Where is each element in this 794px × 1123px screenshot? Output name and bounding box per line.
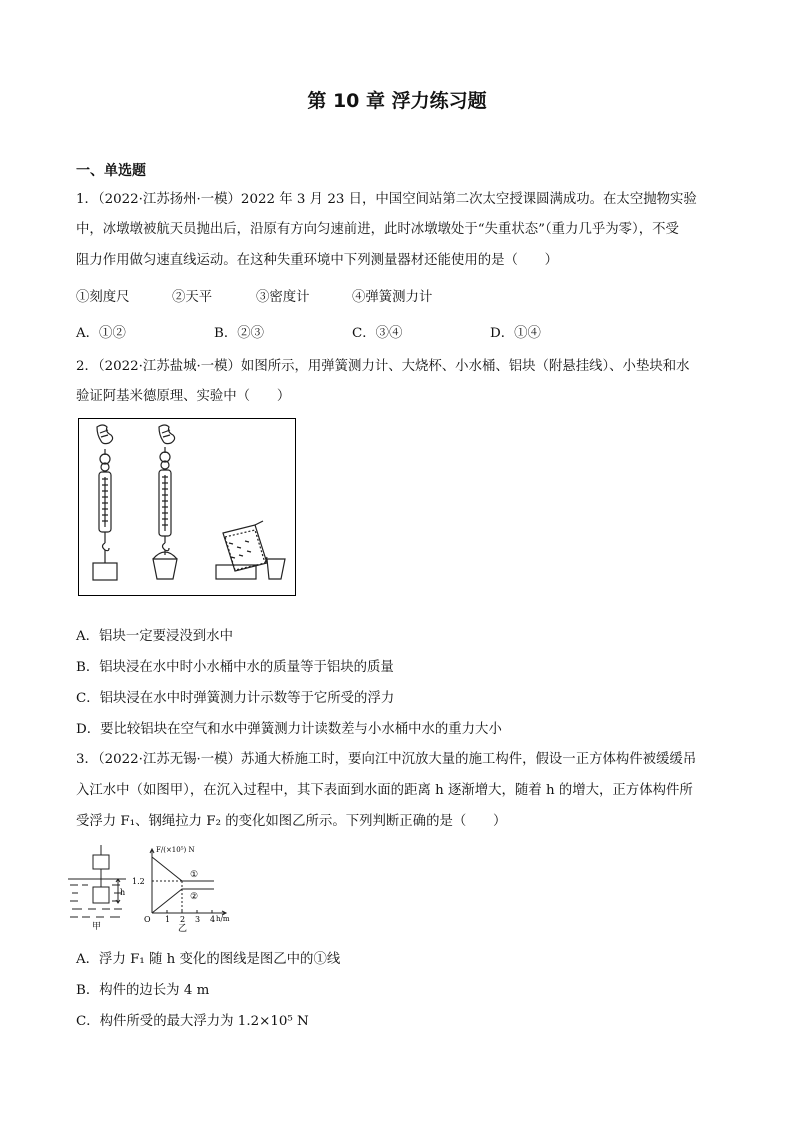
q3-line-3: 受浮力 F₁、钢绳拉力 F₂ 的变化如图乙所示。下列判断正确的是（ ） xyxy=(76,814,507,829)
x-tick-1: 1 xyxy=(165,915,171,924)
q3-option-a[interactable]: A．浮力 F₁ 随 h 变化的图线是图乙中的①线 xyxy=(76,952,341,967)
q1-item-4: ④弹簧测力计 xyxy=(352,290,433,305)
page-title: 第 10 章 浮力练习题 xyxy=(307,90,487,112)
q1-item-3: ③密度计 xyxy=(256,290,310,305)
curve-line-2 xyxy=(152,889,214,913)
spring-scale-left xyxy=(93,425,117,580)
q3-line-1: 3．（2022·江苏无锡·一模）苏通大桥施工时，要向江中沉放大量的施工构件，假设一正方体构件被缓缓吊 xyxy=(76,752,697,767)
label-yi: 乙 xyxy=(178,924,188,933)
q3-option-c[interactable]: C．构件所受的最大浮力为 1.2×10⁵ N xyxy=(76,1014,309,1029)
q1-item-2: ②天平 xyxy=(172,290,213,305)
curve-2-label: ② xyxy=(190,892,199,902)
x-tick-3: 3 xyxy=(195,915,201,924)
q2-option-c[interactable]: C．铝块浸在水中时弹簧测力计示数等于它所受的浮力 xyxy=(76,691,395,706)
curve-1-label: ① xyxy=(190,870,199,880)
q1-line-3: 阻力作用做匀速直线运动。在这种失重环境中下列测量器材还能使用的是（ ） xyxy=(76,253,559,268)
figure-jia xyxy=(68,845,126,917)
q3-option-b[interactable]: B．构件的边长为 4 m xyxy=(76,983,210,998)
q1-line-1: 1．（2022·江苏扬州·一模）2022 年 3 月 23 日，中国空间站第二次太空授课圆满成功。在太空抛物实验 xyxy=(76,192,697,207)
x-tick-4: 4 xyxy=(210,915,216,924)
q3-line-2: 入江水中（如图甲），在沉入过程中，其下表面到水面的距离 h 逐渐增大，随着 h 的增大，正方体构件所 xyxy=(76,783,693,798)
spring-scale-right xyxy=(153,425,177,579)
y-axis-label: F/(×10⁵) N xyxy=(156,846,195,854)
overflow-beaker xyxy=(216,521,285,579)
q2-option-a[interactable]: A．铝块一定要浸没到水中 xyxy=(76,629,233,644)
q3-figure xyxy=(66,843,246,933)
h-label: h xyxy=(120,888,126,897)
q2-line-1: 2．（2022·江苏盐城·一模）如图所示，用弹簧测力计、大烧杯、小水桶、铝块（附悬挂线）、小垫块和水 xyxy=(76,359,690,374)
section-heading: 一、单选题 xyxy=(76,163,146,179)
x-tick-2: 2 xyxy=(180,915,186,924)
q1-option-c[interactable]: C．③④ xyxy=(352,326,403,341)
q2-figure xyxy=(78,418,296,596)
q2-option-b[interactable]: B．铝块浸在水中时小水桶中水的质量等于铝块的质量 xyxy=(76,660,394,675)
figure-yi-graph xyxy=(150,849,226,915)
y-tick: 1.2 xyxy=(132,877,145,886)
x-axis-label: h/m xyxy=(216,915,230,923)
label-jia: 甲 xyxy=(92,922,102,932)
curve-line-1 xyxy=(152,857,214,881)
q1-option-b[interactable]: B．②③ xyxy=(214,326,265,341)
q1-option-a[interactable]: A．①② xyxy=(76,326,126,341)
q1-option-d[interactable]: D．①④ xyxy=(490,326,541,341)
q2-option-d[interactable]: D．要比较铝块在空气和水中弹簧测力计读数差与小水桶中水的重力大小 xyxy=(76,722,502,737)
x-tick-origin: O xyxy=(144,915,151,924)
q1-item-1: ①刻度尺 xyxy=(76,290,130,305)
q1-line-2: 中，冰墩墩被航天员抛出后，沿原有方向匀速前进，此时冰墩墩处于“失重状态”（重力几乎为零），不受 xyxy=(76,222,679,237)
q2-line-2: 验证阿基米德原理、实验中（ ） xyxy=(76,389,291,404)
